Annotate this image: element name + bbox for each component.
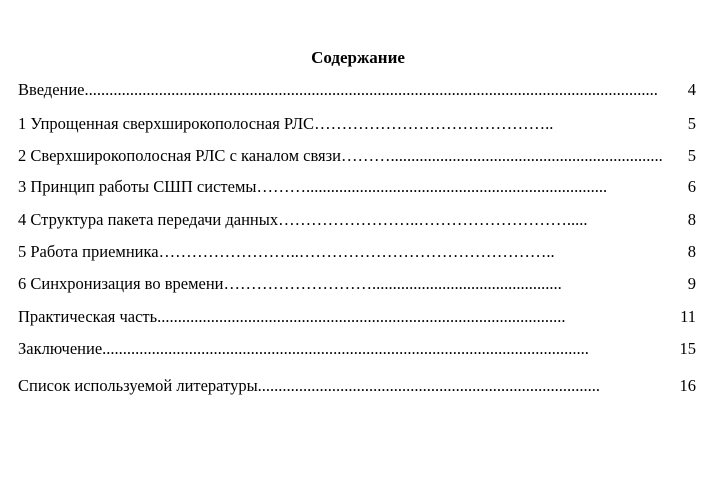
toc-entry-leader: ................................................................................................... xyxy=(157,307,566,326)
toc-entry-page: 5 xyxy=(687,114,696,133)
toc-entry-page: 8 xyxy=(687,242,696,261)
toc-entry-2 xyxy=(18,145,696,167)
toc-entry-references xyxy=(18,375,696,397)
toc-entry-leader: ……………………..……………………………………….. xyxy=(158,242,555,261)
toc-entry-leader: ………......................................................................... xyxy=(256,177,608,196)
toc-entry-leader: ……………………….............................................. xyxy=(223,274,562,293)
toc-entry-leader: …………………………………….. xyxy=(314,114,554,133)
toc-entry-label: Практическая часть xyxy=(18,307,158,326)
toc-entry-leader: ...................................................................................................................... xyxy=(102,339,589,358)
toc-entry-label: Введение xyxy=(18,80,85,99)
toc-entry-page: 16 xyxy=(679,376,696,395)
toc-entry-page: 9 xyxy=(687,274,696,293)
toc-entry-label: 3 Принцип работы СШП системы xyxy=(18,177,257,196)
toc-entry-label: 6 Синхронизация во времени xyxy=(18,274,224,293)
toc-entry-page: 15 xyxy=(679,339,696,358)
toc-entry-leader: ........................................................................................................................................... xyxy=(84,80,658,99)
toc-entry-practical xyxy=(18,306,696,328)
toc-entry-1 xyxy=(18,113,696,135)
toc-entry-5 xyxy=(18,241,696,263)
toc-entry-label: 2 Сверхширокополосная РЛС с каналом связи xyxy=(18,146,341,165)
toc-entry-leader: ……………………..………………………..... xyxy=(278,210,588,229)
toc-entry-conclusion xyxy=(18,338,696,360)
toc-entry-page: 8 xyxy=(687,210,696,229)
toc-entry-label: 4 Структура пакета передачи данных xyxy=(18,210,279,229)
toc-entry-3 xyxy=(18,176,696,198)
toc-entry-6 xyxy=(18,273,696,295)
toc-entry-4 xyxy=(18,209,696,231)
toc-entry-page: 11 xyxy=(680,307,696,326)
toc-entry-label: 1 Упрощенная сверхширокополосная РЛС xyxy=(18,114,315,133)
toc-title: Содержание xyxy=(311,48,405,67)
toc-entry-page: 5 xyxy=(687,146,696,165)
toc-entry-page: 4 xyxy=(687,80,696,99)
toc-entry-introduction xyxy=(18,79,696,101)
toc-entry-label: 5 Работа приемника xyxy=(18,242,159,261)
toc-entry-leader: ................................................................................... xyxy=(257,376,601,395)
toc-entry-label: Заключение xyxy=(18,339,103,358)
toc-entry-leader: ……….................................................................. xyxy=(340,146,663,165)
toc-entry-page: 6 xyxy=(687,177,696,196)
toc-entry-label: Список используемой литературы xyxy=(18,376,258,395)
